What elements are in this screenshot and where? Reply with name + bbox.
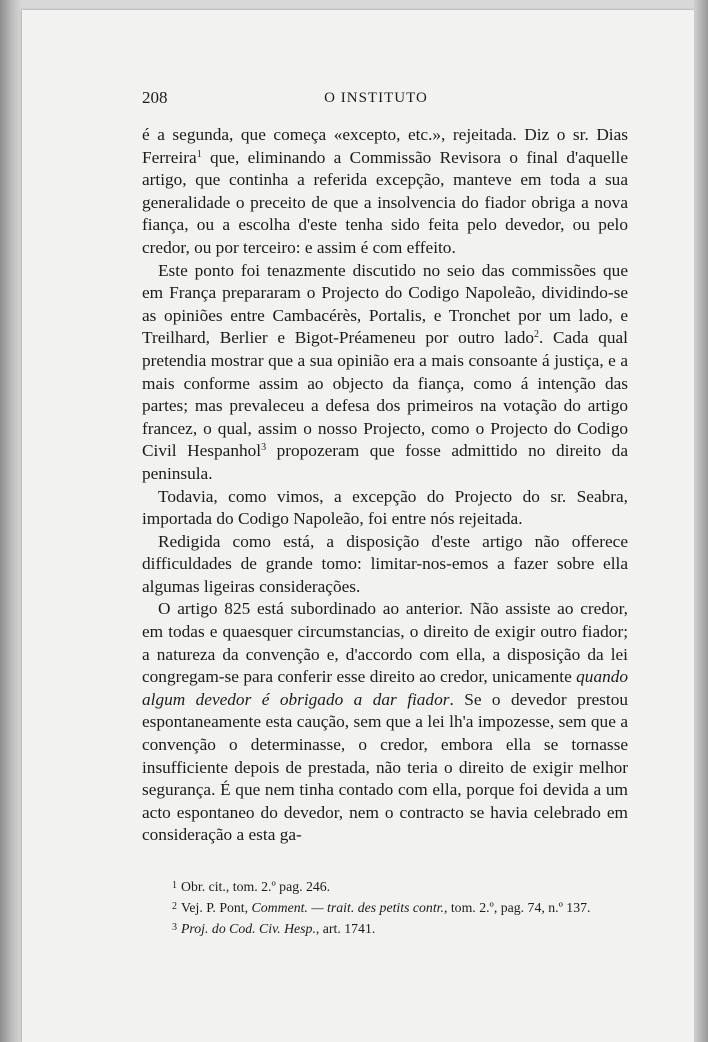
footnote-2-mark: 2 [172, 901, 177, 912]
page-right-edge [694, 0, 708, 1042]
book-spine-shadow [0, 0, 22, 1042]
paragraph-5-text-a: O artigo 825 está subordinado ao anterior. Não assiste ao credor, em todas e quaesquer circumstancias, o direito de exigir outro fiador; a natureza da convenção e, d'accordo com ella, a disposição da lei congregam-se para conferir esse direito ao credor, unicamente [142, 599, 628, 687]
paragraph-2-text-a: Este ponto foi tenazmente discutido no seio das commissões que em França prepararam o Projecto do Codigo Napoleão, dividindo-se as opiniões entre Cambacérès, Portalis, e Tronchet por um lado, e Treilhard, Berlier e Bigot-Préameneu por outro lado [142, 260, 628, 348]
footnote-1-mark: 1 [172, 880, 177, 891]
footnote-ref-3: 3 [261, 442, 267, 454]
running-title: O INSTITUTO [324, 90, 428, 106]
paragraph-5-text-b: . Se o devedor prestou espontaneamente esta caução, sem que a lei lh'a impozesse, sem que a convenção o determinasse, o credor, embora ella se tornasse insufficiente depois de prestada, não teria o direito de exigir melhor segurança. É que nem tinha contado com ella, porque foi devida a um acto espontaneo do devedor, nem o contracto se havia celebrado em consideração a esta ga- [142, 689, 628, 845]
paragraph-2 [142, 260, 628, 486]
footnote-2-italic: Comment. — trait. des petits contr. [251, 900, 444, 915]
footnotes [142, 876, 628, 939]
paragraph-1-text-b: que, eliminando a Commissão Revisora o final d'aquelle artigo, que continha a referida excepção, manteve em toda a sua generalidade o preceito de que a insolvencia do fiador obriga a nova fiança, ou a escolha d'este tenha sido feita pelo devedor, ou pelo credor, ou por terceiro: e assim é com effeito. [142, 147, 628, 257]
paragraph-1 [142, 124, 628, 260]
footnote-2 [142, 897, 628, 918]
footnote-3 [142, 918, 628, 939]
footnote-3-text-b: , art. 1741. [315, 921, 376, 936]
footnote-ref-1: 1 [196, 148, 202, 160]
paragraph-5 [142, 598, 628, 847]
footnote-3-mark: 3 [172, 922, 177, 933]
body-text [142, 124, 628, 847]
paragraph-1-text-a: é a segunda, que começa «excepto, etc.», rejeitada. Diz o sr. Dias Ferreira [142, 125, 628, 167]
paragraph-3: Todavia, como vimos, a excepção do Projecto do sr. Seabra, importada do Codigo Napoleão, foi entre nós rejeitada. [142, 486, 628, 529]
paragraph-2-text-c: propozeram que fosse admittido no direito da peninsula. [142, 441, 628, 483]
footnote-2-text-b: , tom. 2.º, pag. 74, n.º 137. [443, 900, 591, 915]
footnote-ref-2: 2 [534, 329, 540, 341]
footnote-3-italic: Proj. do Cod. Civ. Hesp. [181, 921, 316, 936]
paragraph-2-text-b: . Cada qual pretendia mostrar que a sua opinião era a mais consoante á justiça, e a mais conforme assim ao objecto da fiança, como á intenção das partes; mas prevaleceu a defesa dos primeiros na votação do artigo francez, o qual, assim o nosso Projecto, como o Projecto do Codigo Civil Hespanhol [142, 328, 628, 461]
page-number: 208 [142, 88, 168, 107]
paragraph-4: Redigida como está, a disposição d'este artigo não offerece difficuldades de grande tomo: limitar-nos-emos a fazer sobre ella algumas ligeiras considerações. [142, 531, 628, 596]
footnote-2-text-a: Vej. P. Pont, [181, 900, 252, 915]
footnote-1-text: Obr. cit., tom. 2.º pag. 246. [181, 879, 331, 894]
page-header [142, 88, 610, 112]
footnote-1 [142, 876, 628, 897]
paragraph-5-italic: quando algum devedor é obrigado a dar fiador [142, 667, 628, 709]
